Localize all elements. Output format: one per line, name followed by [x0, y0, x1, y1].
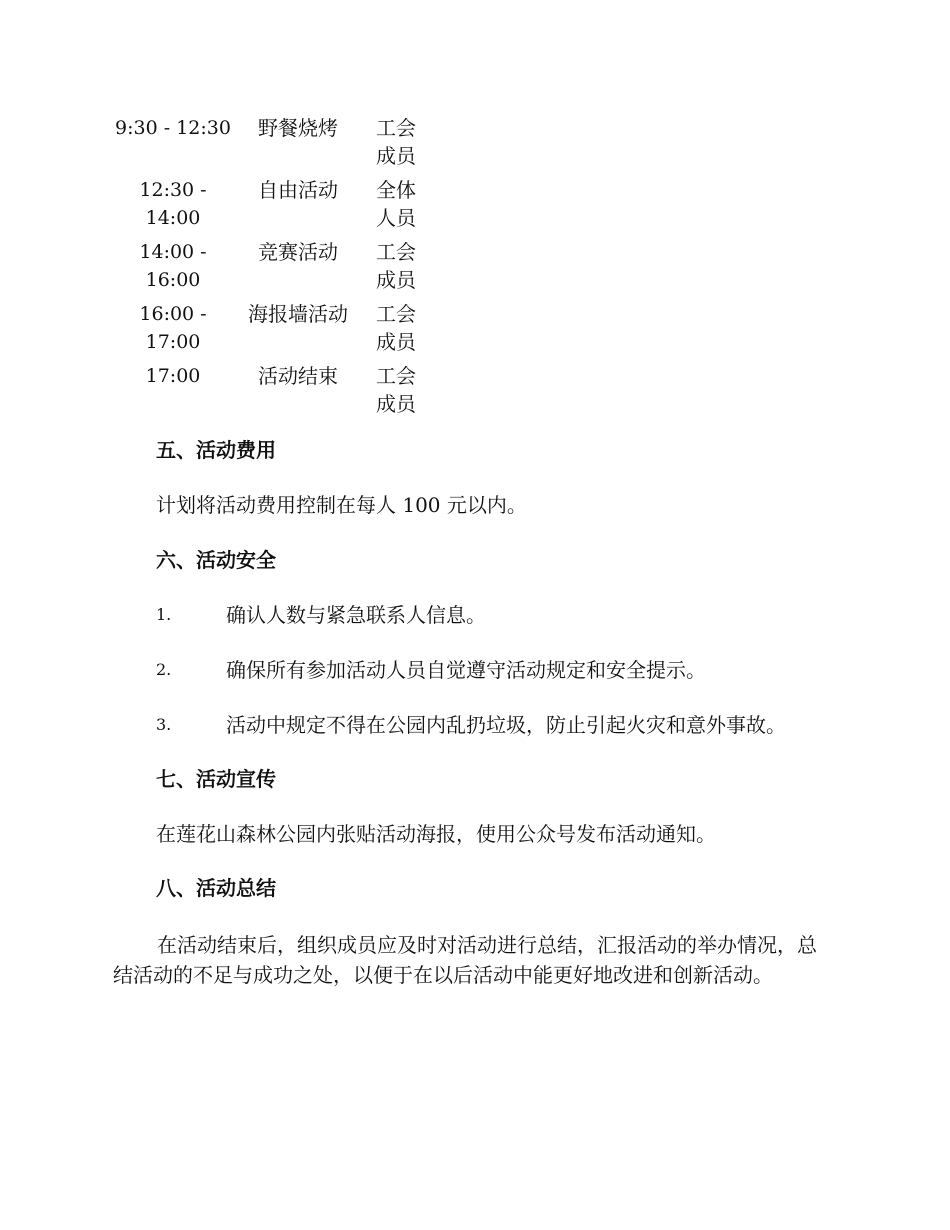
participants-cell: 工会成员: [376, 302, 416, 354]
cost-text: 计划将活动费用控制在每人 100 元以内。: [156, 493, 527, 517]
list-item: 确保所有参加活动人员自觉遵守活动规定和安全提示。: [226, 658, 706, 682]
section-heading-cost: 五、活动费用: [156, 438, 276, 462]
list-item: 活动中规定不得在公园内乱扔垃圾，防止引起火灾和意外事故。: [226, 713, 786, 737]
participants-cell: 工会成员: [376, 364, 416, 416]
list-number: 1.: [156, 605, 172, 624]
activity-cell: 海报墙活动: [248, 302, 348, 326]
activity-cell: 野餐烧烤: [258, 116, 338, 140]
activity-cell: 自由活动: [258, 178, 338, 202]
time-cell: 9:30 - 12:30: [115, 117, 231, 139]
summary-paragraph: [113, 930, 833, 990]
table-row: [114, 300, 434, 356]
section-heading-promotion: 七、活动宣传: [156, 767, 276, 791]
section-heading-safety: 六、活动安全: [156, 548, 276, 572]
list-number: 3.: [156, 715, 172, 734]
activity-cell: 活动结束: [258, 364, 338, 388]
activity-cell: 竞赛活动: [258, 240, 338, 264]
participants-cell: 工会成员: [376, 116, 416, 168]
schedule-table: [114, 114, 434, 424]
table-row: [114, 114, 434, 170]
participants-cell: 工会成员: [376, 240, 416, 292]
table-row: [114, 362, 434, 418]
time-cell: 12:30 - 14:00: [139, 179, 207, 229]
summary-text: 在活动结束后，组织成员应及时对活动进行总结，汇报活动的举办情况，总结活动的不足与成功之处，以便于在以后活动中能更好地改进和创新活动。: [113, 933, 817, 987]
table-row: [114, 176, 434, 232]
time-cell: 17:00: [145, 365, 201, 387]
list-number: 2.: [156, 660, 172, 679]
list-item: 确认人数与紧急联系人信息。: [226, 603, 486, 627]
time-cell: 16:00 - 17:00: [139, 303, 207, 353]
promotion-text: 在莲花山森林公园内张贴活动海报，使用公众号发布活动通知。: [156, 822, 716, 846]
table-row: [114, 238, 434, 294]
time-cell: 14:00 - 16:00: [139, 241, 207, 291]
section-heading-summary: 八、活动总结: [156, 876, 276, 900]
participants-cell: 全体人员: [376, 178, 416, 230]
